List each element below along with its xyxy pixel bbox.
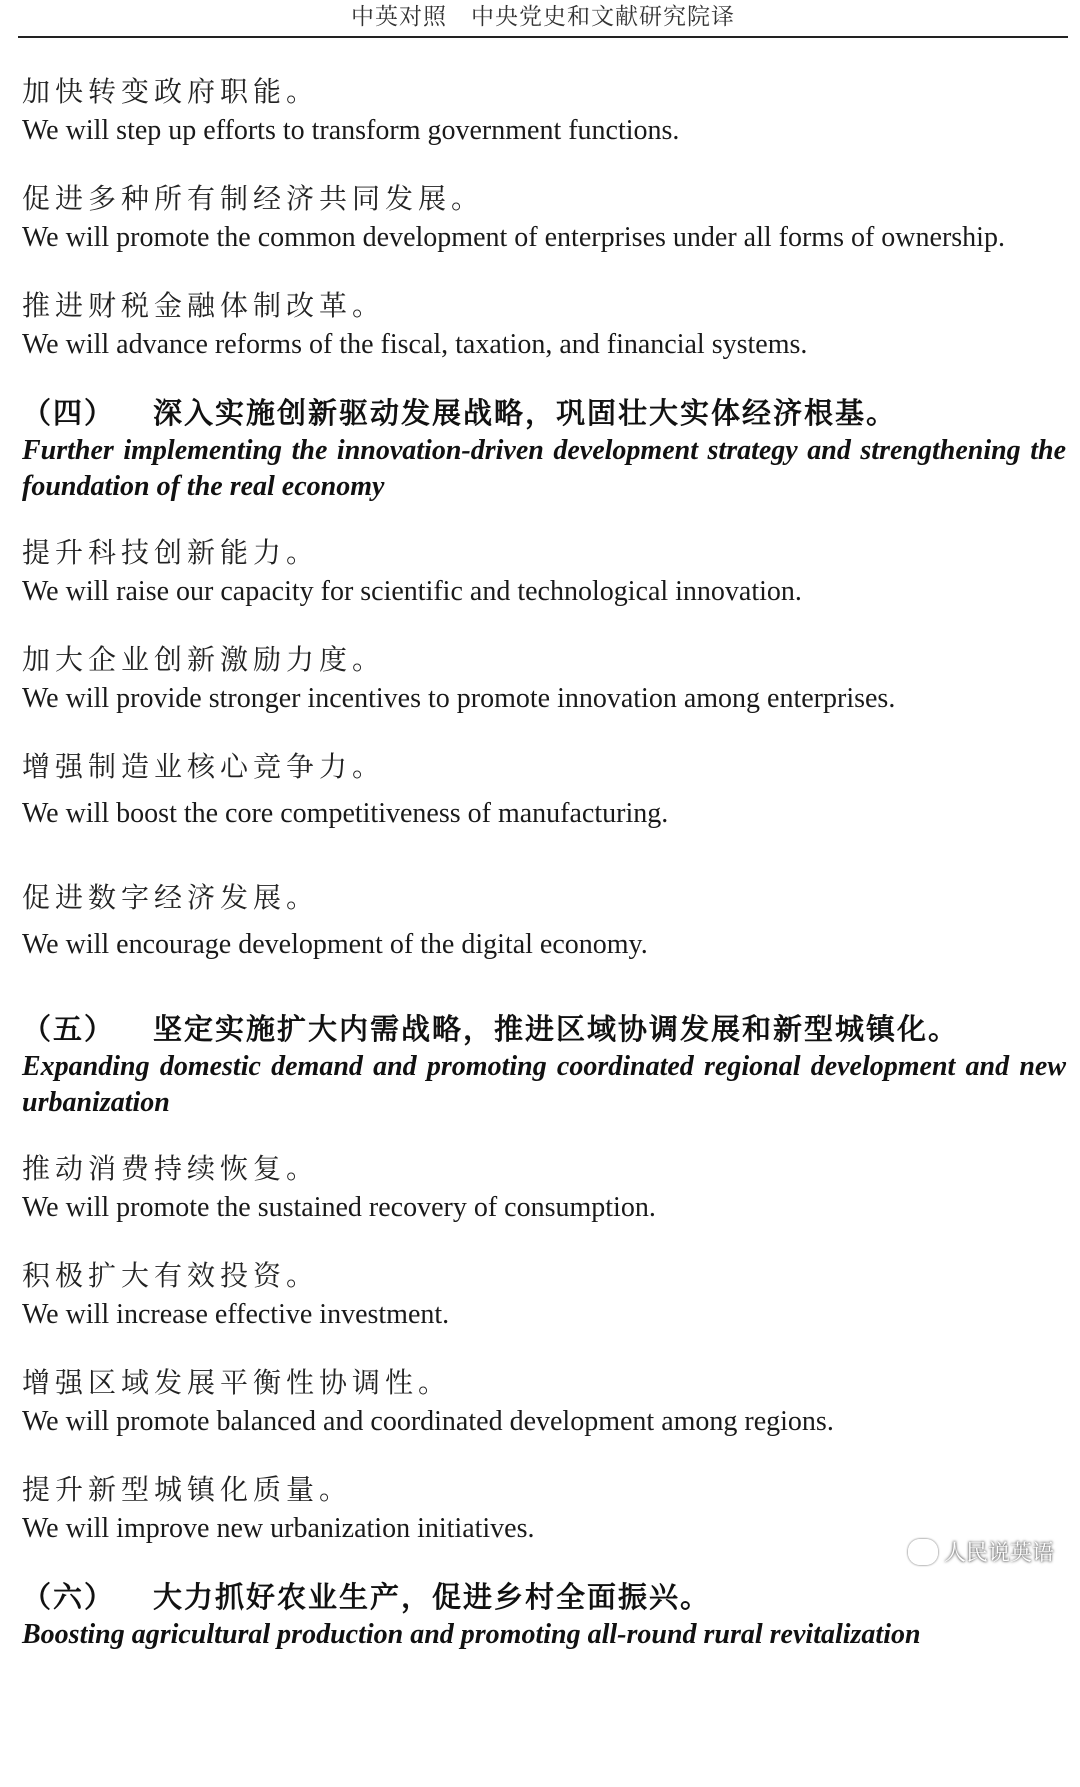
item-zh: 推进财税金融体制改革。 [22,289,386,322]
section-title-zh [22,1577,1066,1617]
watermark-text: 人民说英语 [943,1541,1054,1566]
item-en: We will encourage development of the digital economy. [22,929,648,960]
item-en: We will promote the common development of enterprises under all forms of ownership. [22,222,1005,253]
page-header [18,0,1068,38]
item-zh: 积极扩大有效投资。 [22,1259,320,1292]
document-body [22,72,1066,1681]
section-title-zh [22,1009,1066,1049]
list-item [22,1149,1066,1226]
section-heading-4 [22,393,1066,505]
list-item [22,1256,1066,1333]
section-title-en: Further implementing the innovation-driven development strategy and strengthening the foundation of the real economy [22,435,1066,502]
section-title-text: 坚定实施扩大内需战略，推进区域协调发展和新型城镇化。 [153,1012,960,1046]
item-zh: 加大企业创新激励力度。 [22,643,386,676]
wechat-icon [908,1539,938,1565]
item-en: We will improve new urbanization initiatives. [22,1513,535,1544]
item-zh: 促进数字经济发展。 [22,881,320,914]
item-en: We will raise our capacity for scientific and technological innovation. [22,576,802,607]
section-number: （五） [22,1012,116,1046]
item-zh: 提升新型城镇化质量。 [22,1473,353,1506]
header-title: 中英对照 中央党史和文献研究院译 [351,4,735,30]
section-number: （六） [22,1580,116,1614]
list-item [22,747,1066,832]
item-en: We will promote the sustained recovery of consumption. [22,1192,656,1223]
list-item [22,640,1066,717]
item-en: We will advance reforms of the fiscal, taxation, and financial systems. [22,329,808,360]
section-heading-6 [22,1577,1066,1653]
list-item [22,179,1066,256]
item-zh: 增强制造业核心竞争力。 [22,750,386,783]
item-zh: 提升科技创新能力。 [22,536,320,569]
list-item [22,1363,1066,1440]
item-en: We will provide stronger incentives to promote innovation among enterprises. [22,683,896,714]
section-title-text: 大力抓好农业生产，促进乡村全面振兴。 [153,1580,712,1614]
item-zh: 增强区域发展平衡性协调性。 [22,1366,452,1399]
list-item [22,878,1066,963]
section-title-en: Expanding domestic demand and promoting coordinated regional development and new urbanization [22,1051,1066,1118]
watermark [908,1536,1054,1567]
item-en: We will increase effective investment. [22,1299,450,1330]
list-item [22,286,1066,363]
item-en: We will promote balanced and coordinated development among regions. [22,1406,834,1437]
item-zh: 加快转变政府职能。 [22,75,320,108]
section-title-en: Boosting agricultural production and promoting all-round rural revitalization [22,1619,921,1650]
section-heading-5 [22,1009,1066,1121]
section-title-text: 深入实施创新驱动发展战略，巩固壮大实体经济根基。 [153,396,898,430]
list-item [22,533,1066,610]
section-title-zh [22,393,1066,433]
list-item [22,72,1066,149]
section-number: （四） [22,396,116,430]
item-zh: 推动消费持续恢复。 [22,1152,320,1185]
item-en: We will boost the core competitiveness of manufacturing. [22,798,669,829]
item-en: We will step up efforts to transform government functions. [22,115,680,146]
item-zh: 促进多种所有制经济共同发展。 [22,182,485,215]
